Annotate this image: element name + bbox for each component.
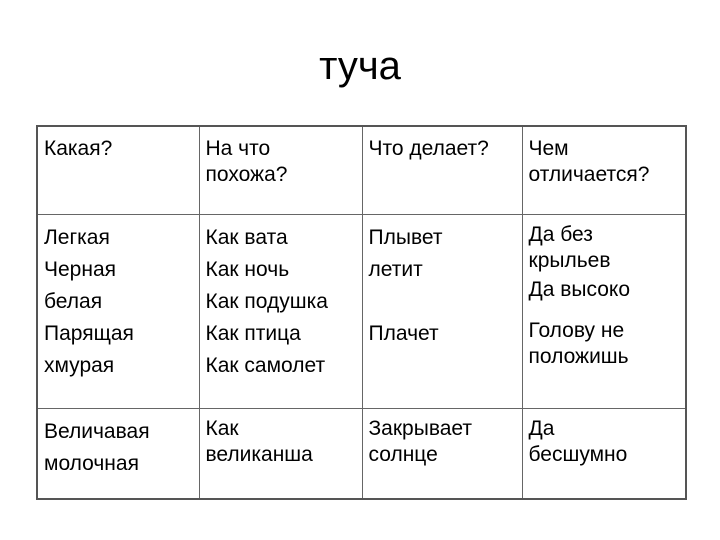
header-line: На что [205, 137, 271, 160]
cell-line: Плывет [368, 225, 443, 249]
table-row [37, 408, 686, 499]
header-cell-what-kind [37, 126, 199, 214]
table-cell [37, 214, 199, 318]
table-cell [199, 318, 362, 408]
table-cell [199, 214, 362, 318]
cell-line: хмурая [44, 354, 115, 377]
cell-line: Как самолет [205, 354, 326, 377]
cell-line: Как птица [205, 322, 301, 345]
cloud-table [36, 125, 687, 500]
table-cell [37, 408, 199, 499]
table-header-row [37, 126, 686, 214]
cell-line: Как ночь [205, 257, 290, 281]
cell-line: Плачет [368, 322, 439, 345]
header-cell-how-differs [522, 126, 686, 214]
header-line: отличается? [528, 163, 650, 186]
header-line: Какая? [44, 137, 113, 160]
cell-line: Черная [44, 257, 117, 281]
header-line: Что делает? [368, 137, 489, 160]
cell-line: молочная [44, 451, 139, 475]
table-cell [522, 214, 686, 318]
cell-line: Парящая [44, 322, 134, 345]
page-title: туча [319, 44, 401, 88]
cell-line: крыльев [528, 248, 611, 272]
cell-line: Закрывает [368, 416, 473, 440]
cell-line: Голову не [528, 319, 625, 342]
cell-line: Как вата [205, 225, 288, 249]
table-cell [362, 408, 522, 499]
cell-line: белая [44, 289, 103, 313]
table-cell [199, 408, 362, 499]
header-cell-what-does [362, 126, 522, 214]
cell-line: Как [205, 416, 239, 440]
table-row [37, 318, 686, 408]
cell-line: Да [528, 416, 555, 440]
table-cell [37, 318, 199, 408]
table-cell [522, 318, 686, 408]
cell-line: Величавая [44, 419, 150, 443]
cell-line: великанша [205, 442, 313, 466]
cell-line: бесшумно [528, 442, 628, 466]
header-line: Чем [528, 137, 569, 160]
table-row [37, 214, 686, 318]
cell-line: солнце [368, 442, 438, 466]
cell-line: положишь [528, 345, 629, 368]
header-cell-looks-like [199, 126, 362, 214]
cell-line: Как подушка [205, 289, 328, 313]
cell-line: Да высоко [528, 277, 631, 301]
cell-line: Легкая [44, 225, 110, 249]
cell-line: Да без [528, 222, 593, 246]
header-line: похожа? [205, 163, 288, 186]
table-cell [522, 408, 686, 499]
table-cell [362, 214, 522, 318]
cell-line: летит [368, 257, 423, 281]
table-cell [362, 318, 522, 408]
